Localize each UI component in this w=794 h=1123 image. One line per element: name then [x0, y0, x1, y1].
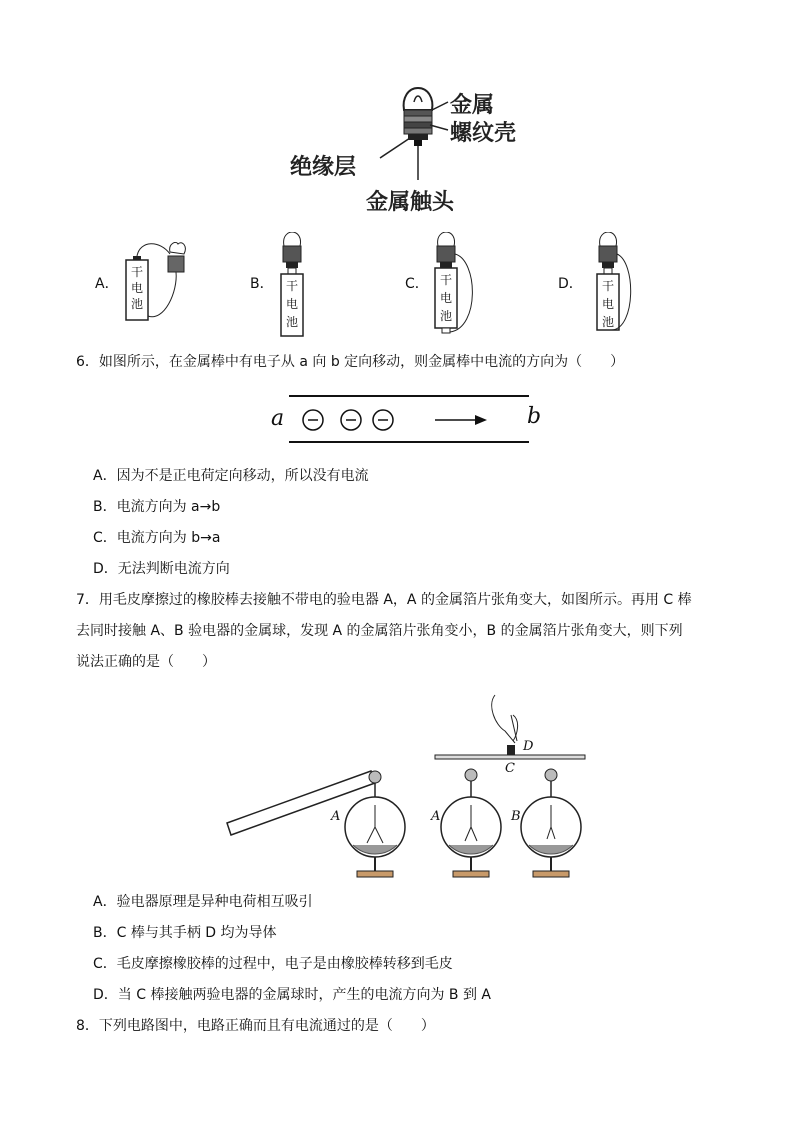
q5-option-d-figure [590, 232, 650, 342]
q5-option-c-label: C． [405, 276, 429, 292]
svg-text:池: 池 [285, 315, 299, 329]
q7-electroscope-figure [225, 685, 595, 885]
q7-option-d: D．当 C 棒接触两验电器的金属球时，产生的电流方向为 B 到 A [93, 987, 491, 1003]
label-C: C [505, 761, 515, 776]
svg-text:干: 干 [439, 273, 453, 287]
q6-option-b: B．电流方向为 a→b [93, 499, 221, 515]
label-A1: A [331, 809, 341, 824]
q5-option-a-figure [120, 242, 190, 332]
bulb-structure-figure [280, 80, 540, 220]
label-a: a [271, 406, 285, 431]
q5-option-b-label: B． [250, 276, 274, 292]
q6-stem: 6．如图所示，在金属棒中有电子从 a 向 b 定向移动，则金属棒中电流的方向为（ ） [76, 354, 625, 370]
q7-option-a: A．验电器原理是异种电荷相互吸引 [93, 894, 313, 910]
q6-option-a: A．因为不是正电荷定向移动，所以没有电流 [93, 468, 369, 484]
q6-option-c: C．电流方向为 b→a [93, 530, 221, 546]
svg-text:干: 干 [130, 265, 144, 279]
q5-option-b-figure [274, 232, 314, 342]
svg-text:池: 池 [130, 297, 144, 311]
label-metal-contact: 金属触头 [366, 189, 455, 215]
q8-stem: 8．下列电路图中，电路正确而且有电流通过的是（ ） [76, 1018, 435, 1034]
q5-option-a-label: A． [95, 276, 119, 292]
q5-option-d-label: D． [558, 276, 583, 292]
svg-text:池: 池 [601, 315, 615, 329]
label-A2: A [431, 809, 441, 824]
q7-stem-line1: 7．用毛皮摩擦过的橡胶棒去接触不带电的验电器 A，A 的金属箔片张角变大，如图所示。再用 C 棒 [76, 592, 692, 608]
svg-text:干: 干 [601, 279, 615, 293]
q7-option-c: C．毛皮摩擦橡胶棒的过程中，电子是由橡胶棒转移到毛皮 [93, 956, 453, 972]
q6-option-d: D．无法判断电流方向 [93, 561, 230, 577]
electron-rod-diagram [265, 392, 555, 447]
svg-text:电: 电 [439, 291, 453, 305]
label-insulation: 绝缘层 [290, 154, 357, 180]
q7-stem-line3: 说法正确的是（ ） [76, 654, 216, 670]
svg-text:干: 干 [285, 279, 299, 293]
electroscope-diagram [225, 685, 595, 885]
label-D: D [523, 739, 534, 754]
q7-option-b: B．C 棒与其手柄 D 均为导体 [93, 925, 277, 941]
svg-text:电: 电 [601, 297, 615, 311]
q5-option-c-figure [428, 232, 488, 342]
label-metal: 金属 [450, 92, 495, 118]
svg-text:电: 电 [285, 297, 299, 311]
q6-electron-rod-figure [265, 392, 555, 447]
label-b: b [527, 404, 542, 429]
svg-text:电: 电 [130, 281, 144, 295]
label-screw-shell: 螺纹壳 [450, 120, 517, 146]
svg-text:池: 池 [439, 309, 453, 323]
q5-options-row [90, 232, 650, 342]
label-B: B [511, 809, 521, 824]
q7-stem-line2: 去同时接触 A、B 验电器的金属球，发现 A 的金属箔片张角变小，B 的金属箔片张角变大，则下列 [76, 623, 683, 639]
